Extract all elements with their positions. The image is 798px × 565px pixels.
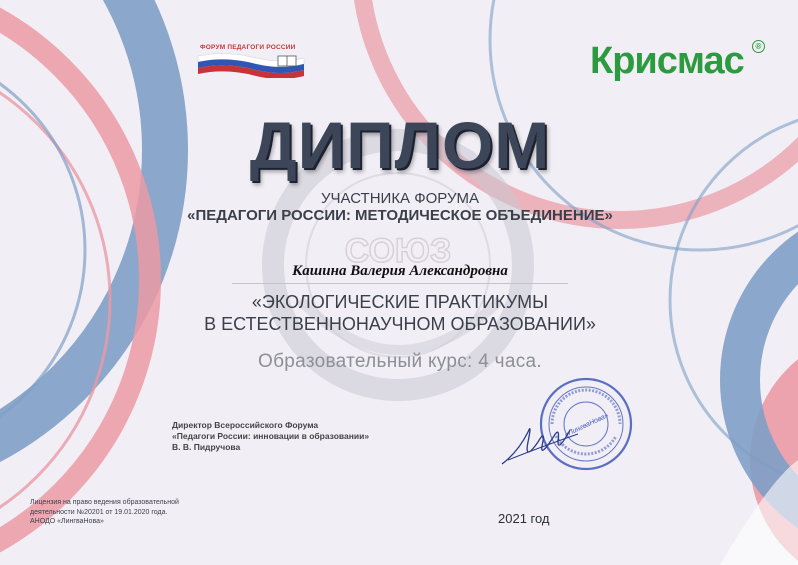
registered-mark: ® (752, 40, 765, 53)
license-block (30, 498, 179, 527)
krismas-logo: Крисмас (590, 40, 744, 82)
recipient-name: Кашина Валерия Александровна (292, 263, 508, 279)
license-line1: Лицензия на право ведения образовательной (30, 499, 179, 506)
course-topic (140, 291, 660, 335)
forum-logo-text: ФОРУМ ПЕДАГОГИ РОССИИ (200, 44, 296, 51)
diploma-title: ДИПЛОМ (249, 108, 551, 182)
subtitle-line1: УЧАСТНИКА ФОРУМА (321, 190, 479, 207)
topic-line1: «ЭКОЛОГИЧЕСКИЕ ПРАКТИКУМЫ (251, 292, 549, 312)
signature-icon (498, 412, 588, 472)
recipient-underline (232, 283, 568, 284)
stamp-center-text: «ЛингваНова» (563, 412, 610, 439)
course-duration: Образовательный курс: 4 часа. (258, 351, 542, 372)
subtitle-line2: «ПЕДАГОГИ РОССИИ: МЕТОДИЧЕСКОЕ ОБЪЕДИНЕНИЕ» (187, 207, 613, 224)
russian-flag-book-icon (196, 52, 308, 78)
director-name: В. В. Пидручова (172, 442, 241, 452)
director-block (172, 420, 369, 453)
issue-year: 2021 год (498, 511, 550, 526)
watermark-text: СОЮЗ (344, 232, 452, 270)
topic-line2: В ЕСТЕСТВЕННОНАУЧНОМ ОБРАЗОВАНИИ» (204, 314, 596, 334)
license-line3: АНОДО «ЛингваНова» (30, 518, 104, 525)
license-line2: деятельности №20201 от 19.01.2020 года. (30, 508, 168, 516)
forum-logo (196, 44, 308, 78)
director-line1: Директор Всероссийского Форума (172, 420, 319, 430)
director-line2: «Педагоги России: инновации в образовании» (172, 431, 370, 441)
